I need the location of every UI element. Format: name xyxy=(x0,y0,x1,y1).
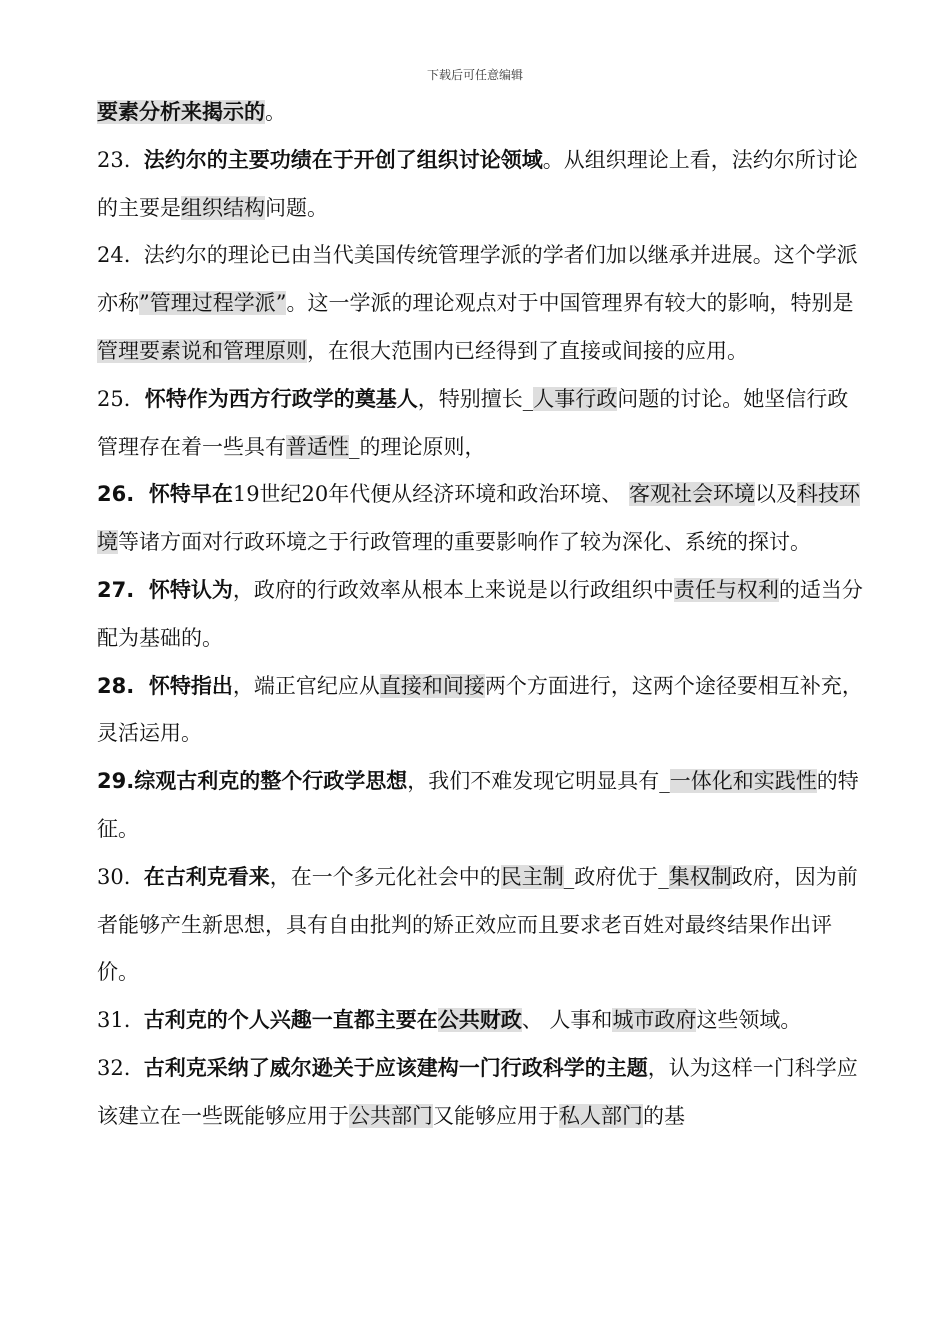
highlighted-answer: 客观社会环境 xyxy=(628,482,755,507)
text-run: 、 人事和 xyxy=(521,1008,613,1033)
text-run: 又能够应用于 xyxy=(433,1103,559,1128)
paragraph xyxy=(97,137,865,233)
text-run: 24. 法约尔的理论已由当代美国传统管理学派的学者们加以继承并进展。这个学派亦称 xyxy=(97,243,858,316)
paragraph xyxy=(97,758,865,854)
text-run: 的适当分配为基础的。 xyxy=(97,577,863,650)
page-header: 下载后可任意编辑 xyxy=(426,68,523,82)
highlighted-answer: 要素分析来揭示的 xyxy=(97,100,265,124)
text-run: ，我们不难发现它明显具有_ xyxy=(407,769,670,794)
paragraph xyxy=(97,232,865,375)
highlighted-answer: 一体化和实践性 xyxy=(669,769,817,794)
text-run: ，政府的行政效率从根本上来说是以行政组织中 xyxy=(232,577,674,602)
paragraph xyxy=(97,89,865,137)
text-run: 。 xyxy=(265,100,286,124)
text-run: 31. xyxy=(97,1008,144,1033)
bold-text: 古利克采纳了威尔逊关于应该建构一门行政科学的主题 xyxy=(143,1055,648,1080)
highlighted-answer: 组织结构 xyxy=(181,195,265,220)
text-run: 32. xyxy=(97,1055,144,1080)
highlighted-answer: ”管理过程学派” xyxy=(139,291,287,316)
highlighted-answer: 城市政府 xyxy=(612,1008,697,1033)
paragraph xyxy=(97,854,865,997)
highlighted-answer: 直接和间接 xyxy=(379,673,485,698)
bold-text: 29.综观古利克的整个行政学思想 xyxy=(97,769,408,794)
text-run: 25． xyxy=(97,386,145,411)
bold-text: 怀特作为西方行政学的奠基人 xyxy=(144,386,418,411)
text-run: 政府，因为前者能够产生新思想，具有自由批判的矫正效应而且要求老百姓对最终结果作出评价。 xyxy=(97,864,858,985)
paragraph xyxy=(97,471,865,567)
highlighted-answer: 管理要素说和管理原则 xyxy=(97,338,307,363)
highlighted-answer: 科技环境 xyxy=(97,482,860,555)
text-run: ，端正官纪应从 xyxy=(232,673,380,698)
text-run: 19世纪20年代便从经济环境和政治环境、 xyxy=(232,482,629,507)
bold-text: 法约尔的主要功绩在于开创了组织讨论领域 xyxy=(143,147,543,172)
text-run: 。从组织理论上看，法约尔所讨论的主要是 xyxy=(97,147,858,220)
highlighted-answer: 公共部门 xyxy=(349,1103,433,1128)
paragraph xyxy=(97,376,865,472)
text-run: 。这一学派的理论观点对于中国管理界有较大的影响，特别是 xyxy=(286,291,854,316)
text-run: _的理论原则， xyxy=(349,434,486,459)
text-run: ，认为这样一门科学应该建立在一些既能够应用于 xyxy=(97,1055,858,1128)
highlighted-answer: 民主制 xyxy=(500,864,564,889)
text-run: 等诸方面对行政环境之于行政管理的重要影响作了较为深化、系统的探讨。 xyxy=(118,530,811,555)
paragraph xyxy=(97,567,865,663)
text-run: 以及 xyxy=(754,482,797,507)
text-run: ，在一个多元化社会中的 xyxy=(269,864,501,889)
bold-text: 28. 怀特指出 xyxy=(97,673,233,698)
paragraph xyxy=(97,663,865,759)
bold-text: 古利克的个人兴趣一直都主要在 xyxy=(143,1008,438,1033)
bold-text: 在古利克看来 xyxy=(143,864,270,889)
text-run: 的基 xyxy=(643,1103,685,1128)
text-run: 30. xyxy=(97,864,144,889)
text-run: 两个方面进行，这两个途径要相互补充，灵活运用。 xyxy=(97,673,863,746)
text-run: 问题。 xyxy=(265,195,328,220)
paragraph xyxy=(97,997,865,1045)
highlighted-answer: 公共财政 xyxy=(437,1008,522,1033)
text-run: 问题的讨论。她坚信行政管理存在着一些具有 xyxy=(97,386,849,459)
bold-text: 26. 怀特早在 xyxy=(97,482,233,507)
text-run: 的特征。 xyxy=(97,769,859,841)
paragraph xyxy=(97,1045,865,1141)
document-body xyxy=(97,89,865,1141)
text-run: ，特别擅长_ xyxy=(417,386,534,411)
bold-text: 27. 怀特认为 xyxy=(97,577,233,602)
highlighted-answer: 人事行政 xyxy=(533,386,618,411)
text-run: 这些领域。 xyxy=(696,1008,802,1033)
text-run: 23. xyxy=(97,147,144,172)
highlighted-answer: 普适性 xyxy=(286,434,349,459)
highlighted-answer: 责任与权利 xyxy=(673,577,779,602)
text-run: ，在很大范围内已经得到了直接或间接的应用。 xyxy=(307,338,748,363)
highlighted-answer: 集权制 xyxy=(668,864,732,889)
text-run: _政府优于_ xyxy=(563,864,669,889)
highlighted-answer: 私人部门 xyxy=(559,1103,643,1128)
